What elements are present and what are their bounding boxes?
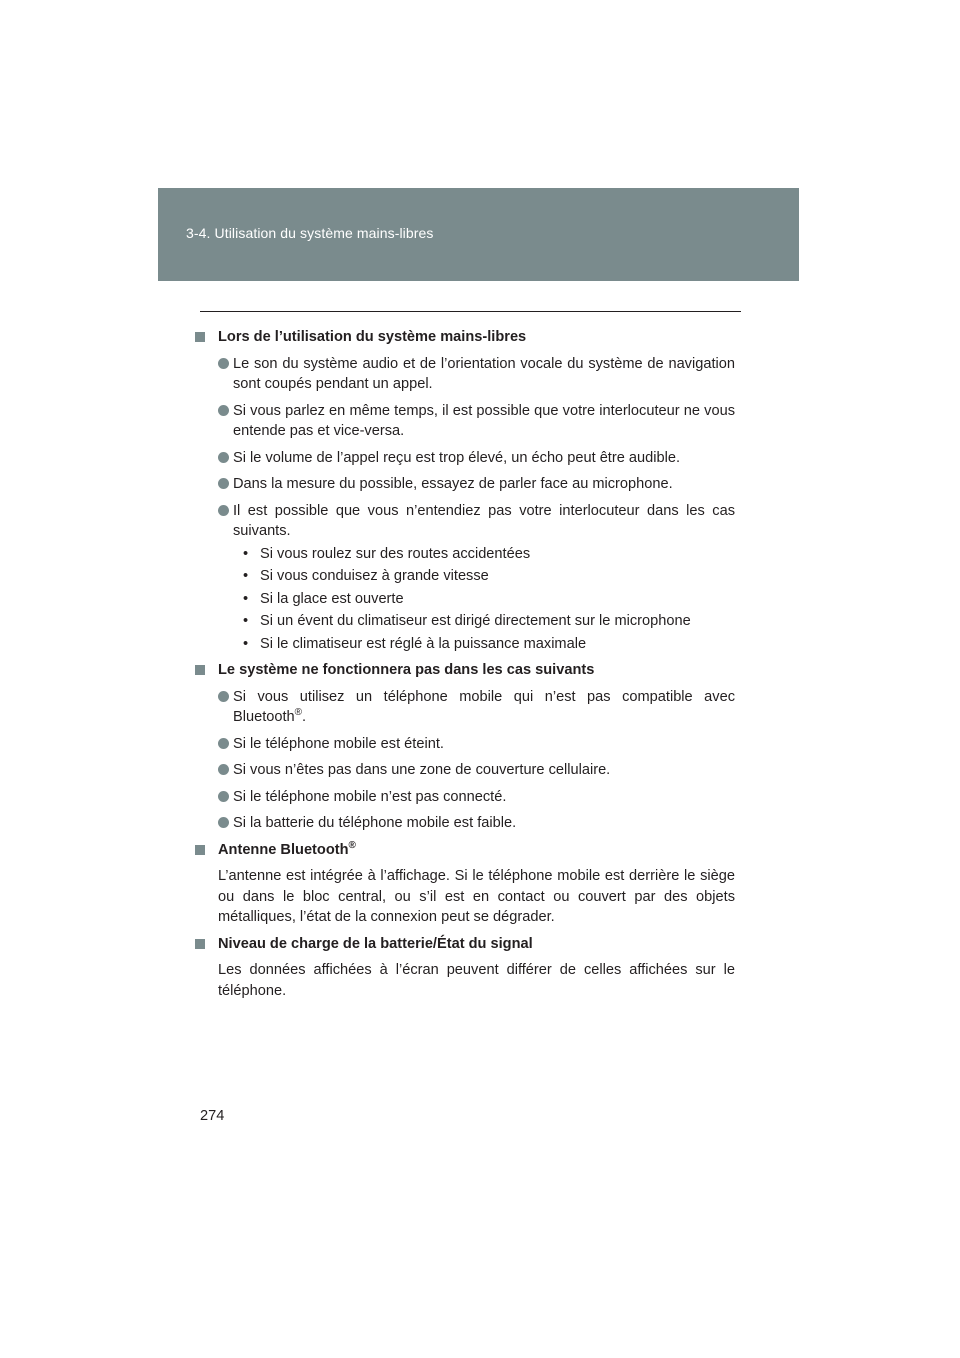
sub-list-item-text: Si la glace est ouverte [260, 590, 404, 607]
dot-mark-icon: • [243, 613, 249, 629]
list-item-text: Dans la mesure du possible, essayez de parler face au microphone. [233, 476, 673, 492]
round-bullet-icon [218, 791, 229, 802]
list-item-text: Si le téléphone mobile est éteint. [233, 735, 444, 752]
list-item [195, 787, 735, 808]
round-bullet-icon [218, 358, 229, 369]
header-rule [200, 311, 741, 312]
section-header-band [158, 188, 799, 281]
sub-list-item [195, 634, 735, 655]
round-bullet-icon [218, 817, 229, 828]
list-item-text: Si la batterie du téléphone mobile est faible. [233, 815, 517, 831]
registered-mark: ® [294, 707, 303, 719]
sub-list-item [195, 589, 735, 610]
dot-mark-icon: • [243, 545, 249, 562]
sub-list [195, 544, 735, 655]
square-bullet-icon [195, 845, 205, 855]
sub-list-item-text: Si vous conduisez à grande vitesse [260, 568, 489, 584]
section-heading [195, 934, 735, 955]
section-heading [195, 840, 735, 861]
round-bullet-icon [218, 691, 229, 702]
list-item [195, 448, 735, 469]
round-bullet-icon [218, 764, 229, 775]
section-heading-text: Lors de l’utilisation du système mains-libres [218, 329, 527, 345]
sub-list-item-text: Si un évent du climatiseur est dirigé directement sur le microphone [260, 613, 691, 629]
list-item-text-end: . [302, 709, 307, 725]
sub-list-item [195, 611, 735, 632]
list-item [195, 354, 735, 395]
page-content [195, 327, 735, 1007]
list-item-text: Si vous utilisez un téléphone mobile qui n’est pas compatible avec Bluetooth [233, 688, 735, 725]
section-heading-text: Antenne Bluetooth [218, 841, 349, 858]
list-item [195, 501, 735, 542]
list-item [195, 401, 735, 442]
square-bullet-icon [195, 939, 205, 949]
round-bullet-icon [218, 738, 229, 749]
dot-mark-icon: • [243, 635, 249, 652]
section-heading [195, 327, 735, 348]
section-heading [195, 660, 735, 681]
round-bullet-icon [218, 505, 229, 516]
round-bullet-icon [218, 405, 229, 416]
paragraph: Les données affichées à l’écran peuvent différer de celles affichées sur le téléphone. [218, 962, 735, 999]
list-item [195, 760, 735, 781]
list-item-text: Si vous parlez en même temps, il est possible que votre interlocuteur ne vous entende pas et vice-versa. [233, 402, 735, 439]
list-item-text: Si le volume de l’appel reçu est trop élevé, un écho peut être audible. [233, 449, 681, 466]
section-heading-text: Le système ne fonctionnera pas dans les cas suivants [218, 662, 595, 678]
dot-mark-icon: • [243, 568, 249, 584]
dot-mark-icon: • [243, 590, 249, 607]
sub-list-item [195, 544, 735, 565]
sub-list-item [195, 566, 735, 587]
section-title: 3-4. Utilisation du système mains-libres [186, 225, 434, 241]
square-bullet-icon [195, 665, 205, 675]
list-item [195, 813, 735, 834]
list-item [195, 734, 735, 755]
round-bullet-icon [218, 452, 229, 463]
list-item-text: Si vous n’êtes pas dans une zone de couverture cellulaire. [233, 762, 611, 778]
list-item-text: Il est possible que vous n’entendiez pas votre interlocuteur dans les cas suivants. [233, 502, 735, 539]
sub-list-item-text: Si vous roulez sur des routes accidentées [260, 545, 531, 562]
round-bullet-icon [218, 478, 229, 489]
list-item [195, 474, 735, 495]
sub-list-item-text: Si le climatiseur est réglé à la puissance maximale [260, 635, 587, 652]
list-item [195, 687, 735, 728]
list-item-text: Le son du système audio et de l’orientation vocale du système de navigation sont coupés pendant un appel. [233, 355, 735, 392]
page-number: 274 [200, 1108, 225, 1124]
list-item-text: Si le téléphone mobile n’est pas connecté. [233, 788, 507, 805]
paragraph: L’antenne est intégrée à l’affichage. Si le téléphone mobile est derrière le siège ou dans le bloc central, ou s’il est en contact ou couvert par des objets métalliques, l’état de la connexion peut se dégrader. [218, 868, 735, 925]
registered-mark: ® [348, 839, 356, 851]
square-bullet-icon [195, 332, 205, 342]
section-heading-text: Niveau de charge de la batterie/État du signal [218, 935, 533, 952]
